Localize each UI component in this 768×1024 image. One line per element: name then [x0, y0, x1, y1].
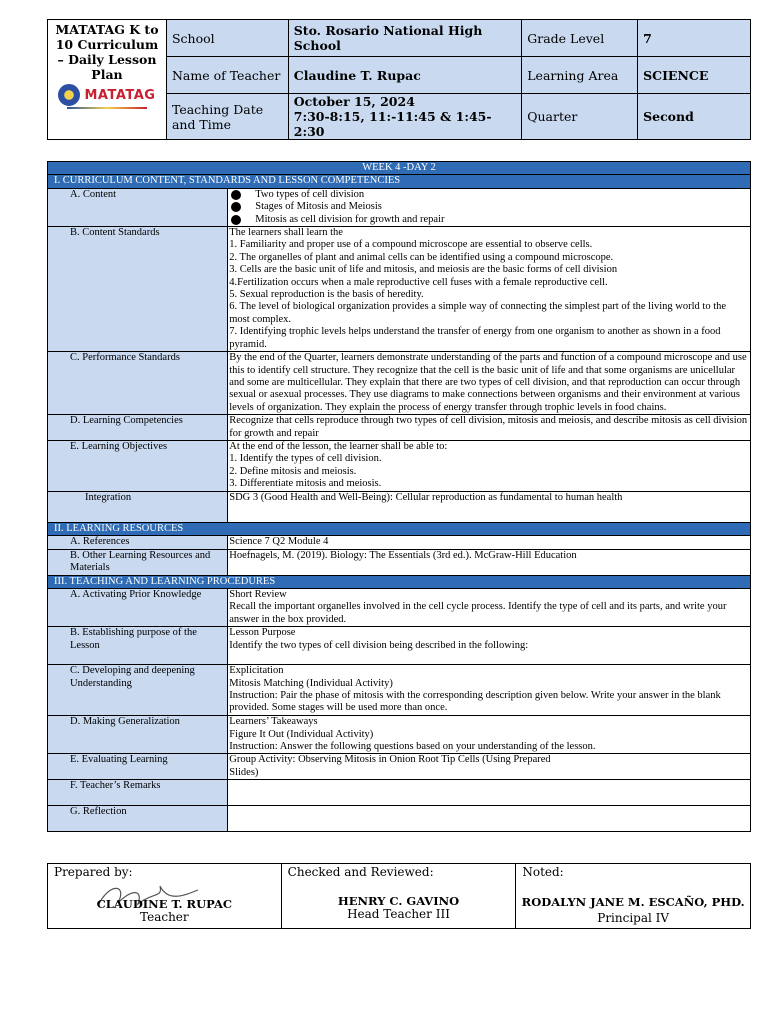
prepared-role: Teacher — [140, 910, 189, 924]
area-label: Learning Area — [522, 57, 638, 94]
checked-name: HENRY C. GAVINO — [337, 894, 460, 908]
generalization-text — [228, 716, 751, 754]
teacher-value: Claudine T. Rupac — [288, 57, 521, 94]
performance-label: C. Performance Standards — [48, 352, 228, 415]
text-line: Instruction: Answer the following questions based on your understanding of the lesson. — [229, 741, 596, 752]
activating-text — [228, 588, 751, 626]
list-item: Stages of Mitosis and Meiosis — [229, 201, 749, 213]
reflection-label: G. Reflection — [48, 806, 228, 832]
school-value: Sto. Rosario National High School — [288, 20, 521, 57]
section-1-header: I. CURRICULUM CONTENT, STANDARDS AND LESSON COMPETENCIES — [48, 175, 751, 188]
checked-label: Checked and Reviewed: — [287, 865, 434, 879]
other-resources-text: Hoefnagels, M. (2019). Biology: The Essentials (3rd ed.). McGraw-Hill Education — [228, 549, 751, 575]
checked-role: Head Teacher III — [347, 907, 450, 921]
text-line: At the end of the lesson, the learner shall be able to: — [229, 440, 448, 452]
standards-label: B. Content Standards — [48, 227, 228, 352]
remarks-text — [228, 780, 751, 806]
deped-seal-icon — [58, 84, 80, 106]
time-value: 7:30-8:15, 11:-11:45 & 1:45-2:30 — [293, 109, 492, 139]
week-banner: WEEK 4 -DAY 2 — [48, 162, 751, 175]
text-line: 1. Identify the types of cell division. — [229, 453, 382, 465]
prepared-name: CLAUDINE T. RUPAC — [96, 897, 233, 911]
signature-block — [47, 863, 751, 929]
text-line: Recall the important organelles involved in the cell cycle process. Identify the type of cell and its parts, and write your answer in the box provided. — [229, 601, 727, 625]
bullet-icon — [231, 190, 241, 200]
text-line: Identify the two types of cell division being described in the following: — [229, 639, 529, 651]
noted-cell — [516, 864, 751, 929]
evaluating-text — [228, 754, 751, 780]
quarter-value: Second — [638, 94, 751, 140]
brand-cell — [48, 20, 167, 140]
text-line: The learners shall learn the — [229, 227, 343, 239]
noted-label: Noted: — [522, 865, 564, 879]
competencies-label: D. Learning Competencies — [48, 415, 228, 441]
text-line: 3. Differentiate mitosis and meiosis. — [229, 478, 382, 490]
text-line: 7. Identifying trophic levels helps understand the transfer of energy from one organism to another as shown in a food pyramid. — [229, 326, 721, 350]
bullet-icon — [231, 215, 241, 225]
date-time-cell — [288, 94, 521, 140]
grade-label: Grade Level — [522, 20, 638, 57]
content-list — [228, 188, 751, 226]
developing-label: C. Developing and deepening Understanding — [48, 665, 228, 716]
noted-name: RODALYN JANE M. ESCAÑO, PHD. — [521, 895, 745, 909]
teacher-label: Name of Teacher — [166, 57, 288, 94]
developing-text — [228, 665, 751, 716]
checked-cell — [281, 864, 516, 929]
quarter-label: Quarter — [522, 94, 638, 140]
evaluating-label: E. Evaluating Learning — [48, 754, 228, 780]
text-line: Learners’ Takeaways — [229, 716, 318, 728]
text-line: 2. Define mitosis and meiosis. — [229, 465, 357, 477]
objectives-text — [228, 440, 751, 491]
text-line: 1. Familiarity and proper use of a compound microscope are essential to observe cells. — [229, 239, 593, 251]
prepared-cell — [48, 864, 282, 929]
noted-role: Principal IV — [597, 911, 670, 925]
list-item: Two types of cell division — [229, 189, 749, 201]
integration-text: SDG 3 (Good Health and Well-Being): Cellular reproduction as fundamental to human health — [228, 491, 751, 522]
brand-title: MATATAG K to 10 Curriculum – Daily Lesson Plan — [55, 22, 159, 82]
competencies-text: Recognize that cells reproduce through two types of cell division, mitosis and meiosis, and describe mitosis as cell division for growth and repair — [228, 415, 751, 441]
text-line: Group Activity: Observing Mitosis in Onion Root Tip Cells (Using Prepared — [229, 754, 551, 766]
purpose-text — [228, 627, 751, 665]
logo-underline — [67, 107, 147, 109]
lesson-plan-table — [47, 161, 751, 832]
text-line: Explicitation — [229, 665, 284, 677]
standards-text — [228, 227, 751, 352]
other-resources-label: B. Other Learning Resources and Materials — [48, 549, 228, 575]
text-line: Slides) — [229, 766, 259, 778]
content-label: A. Content — [48, 188, 228, 226]
matatag-logo — [52, 84, 162, 106]
text-line: Mitosis Matching (Individual Activity) — [229, 677, 393, 689]
text-line: 4.Fertilization occurs when a male reproductive cell fuses with a female reproductive cell. — [229, 276, 608, 288]
text-line: Short Review — [229, 588, 287, 600]
area-value: SCIENCE — [638, 57, 751, 94]
purpose-label: B. Establishing purpose of the Lesson — [48, 627, 228, 665]
text-line: 2. The organelles of plant and animal cells can be identified using a compound microscope. — [229, 251, 614, 263]
text-line: 6. The level of biological organization provides a simple way of connecting the simplest part of the living world to the most complex. — [229, 301, 727, 325]
prepared-label: Prepared by: — [54, 865, 133, 879]
date-label: Teaching Date and Time — [166, 94, 288, 140]
text-line: 5. Sexual reproduction is the basis of heredity. — [229, 289, 424, 301]
list-item: Mitosis as cell division for growth and repair — [229, 214, 749, 226]
text-line: 3. Cells are the basic unit of life and mitosis, and meiosis are the basic forms of cell division — [229, 264, 618, 276]
objectives-label: E. Learning Objectives — [48, 440, 228, 491]
references-label: A. References — [48, 536, 228, 549]
grade-value: 7 — [638, 20, 751, 57]
text-line: Figure It Out (Individual Activity) — [229, 728, 374, 740]
lesson-plan-header — [47, 19, 751, 140]
text-line: Instruction: Pair the phase of mitosis with the corresponding description given below. Write your answer in the blank provided. Some stages will be used more than once. — [229, 690, 721, 714]
bullet-icon — [231, 202, 241, 212]
school-label: School — [166, 20, 288, 57]
performance-text: By the end of the Quarter, learners demonstrate understanding of the parts and function of a compound microscope and use this to identify cell structure. They recognize that the cell is the basic unit of life and that some organisms are unicellular and some are multicellular. They explain that there are two types of cell division, and that reproduction can occur through sexual or asexual processes. They use diagrams to make connections between organisms and their environment at various levels of organization. They explain the process of energy transfer through trophic levels in food chains. — [228, 352, 751, 415]
activating-label: A. Activating Prior Knowledge — [48, 588, 228, 626]
matatag-logo-text: MATATAG — [84, 87, 156, 103]
reflection-text — [228, 806, 751, 832]
references-text: Science 7 Q2 Module 4 — [228, 536, 751, 549]
section-3-header: III. TEACHING AND LEARNING PROCEDURES — [48, 575, 751, 588]
text-line: Lesson Purpose — [229, 627, 296, 639]
generalization-label: D. Making Generalization — [48, 716, 228, 754]
integration-label: Integration — [48, 491, 228, 522]
remarks-label: F. Teacher’s Remarks — [48, 780, 228, 806]
date-value: October 15, 2024 — [293, 94, 415, 109]
section-2-header: II. LEARNING RESOURCES — [48, 522, 751, 535]
